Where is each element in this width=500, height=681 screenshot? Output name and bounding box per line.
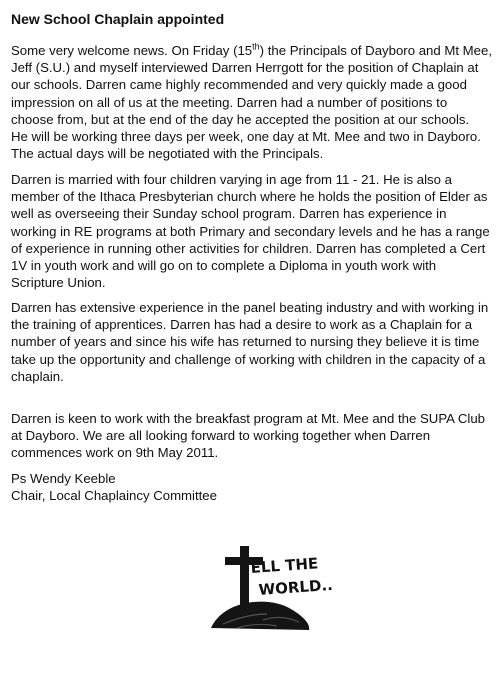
paragraph-line: of experience in running other activities for children. Darren has completed a Cert — [11, 240, 486, 256]
line-text: Some very welcome news. On Friday (15 — [11, 43, 253, 58]
paragraph-line: working in RE programs at both Primary and secondary levels and he has a range — [11, 223, 490, 239]
paragraph-plans — [11, 410, 497, 462]
article-title: New School Chaplain appointed — [11, 11, 225, 27]
cross-on-hill-icon — [203, 540, 333, 636]
line-text: ) the Principals of Dayboro and Mt Mee, — [259, 43, 492, 58]
signature-role: Chair, Local Chaplaincy Committee — [11, 488, 217, 504]
paragraph-line: at Dayboro. We are all looking forward to working together when Darren — [11, 428, 431, 444]
paragraph-line: our schools. Darren came highly recommended and very quickly made a good — [11, 77, 467, 93]
paragraph-line: impression on all of us at the meeting. Darren had a number of positions to — [11, 94, 448, 110]
paragraph-line: Jeff (S.U.) and myself interviewed Darren Herrgott for the position of Chaplain at — [11, 60, 479, 76]
paragraph-line: member of the Ithaca Presbyterian church where he holds the position of Elder as — [11, 189, 488, 205]
paragraph-line — [11, 42, 497, 59]
paragraph-line: Darren is married with four children varying in age from 11 - 21. He is also a — [11, 172, 452, 187]
paragraph-line: well as overseeing their Sunday school program. Darren has experience in — [11, 206, 447, 222]
paragraph-line: commences work on 9th May 2011. — [11, 445, 219, 461]
paragraph-line: choose from, but at the end of the day he accepted the position at our schools. — [11, 111, 470, 127]
paragraph-line: number of years and since his wife has returned to nursing they believe it is time — [11, 334, 480, 350]
paragraph-line: He will be working three days per week, one day at Mt. Mee and two in Dayboro. — [11, 129, 481, 145]
paragraph-line: the training of apprentices. Darren has had a desire to work as a Chaplain for a — [11, 317, 473, 333]
paragraph-line: 1V in youth work and will go on to complete a Diploma in youth work with — [11, 258, 437, 274]
ordinal-suffix: th — [252, 41, 260, 52]
paragraph-experience — [11, 299, 497, 385]
paragraph-announcement — [11, 42, 497, 162]
paragraph-line: Scripture Union. — [11, 275, 106, 291]
svg-text:WORLD...: WORLD... — [258, 575, 333, 599]
paragraph-line: The actual days will be negotiated with the Principals. — [11, 146, 324, 162]
signature-block — [11, 470, 497, 504]
tell-the-world-logo — [203, 540, 333, 636]
paragraph-line: take up the opportunity and challenge of working with children in the capacity of a — [11, 351, 486, 367]
paragraph-line: Darren has extensive experience in the panel beating industry and with working in — [11, 300, 489, 315]
paragraph-line: Darren is keen to work with the breakfast program at Mt. Mee and the SUPA Club — [11, 411, 485, 426]
signature-name: Ps Wendy Keeble — [11, 471, 116, 486]
paragraph-line: chaplain. — [11, 368, 64, 384]
paragraph-background — [11, 171, 497, 291]
svg-text:ELL THE: ELL THE — [250, 554, 319, 577]
